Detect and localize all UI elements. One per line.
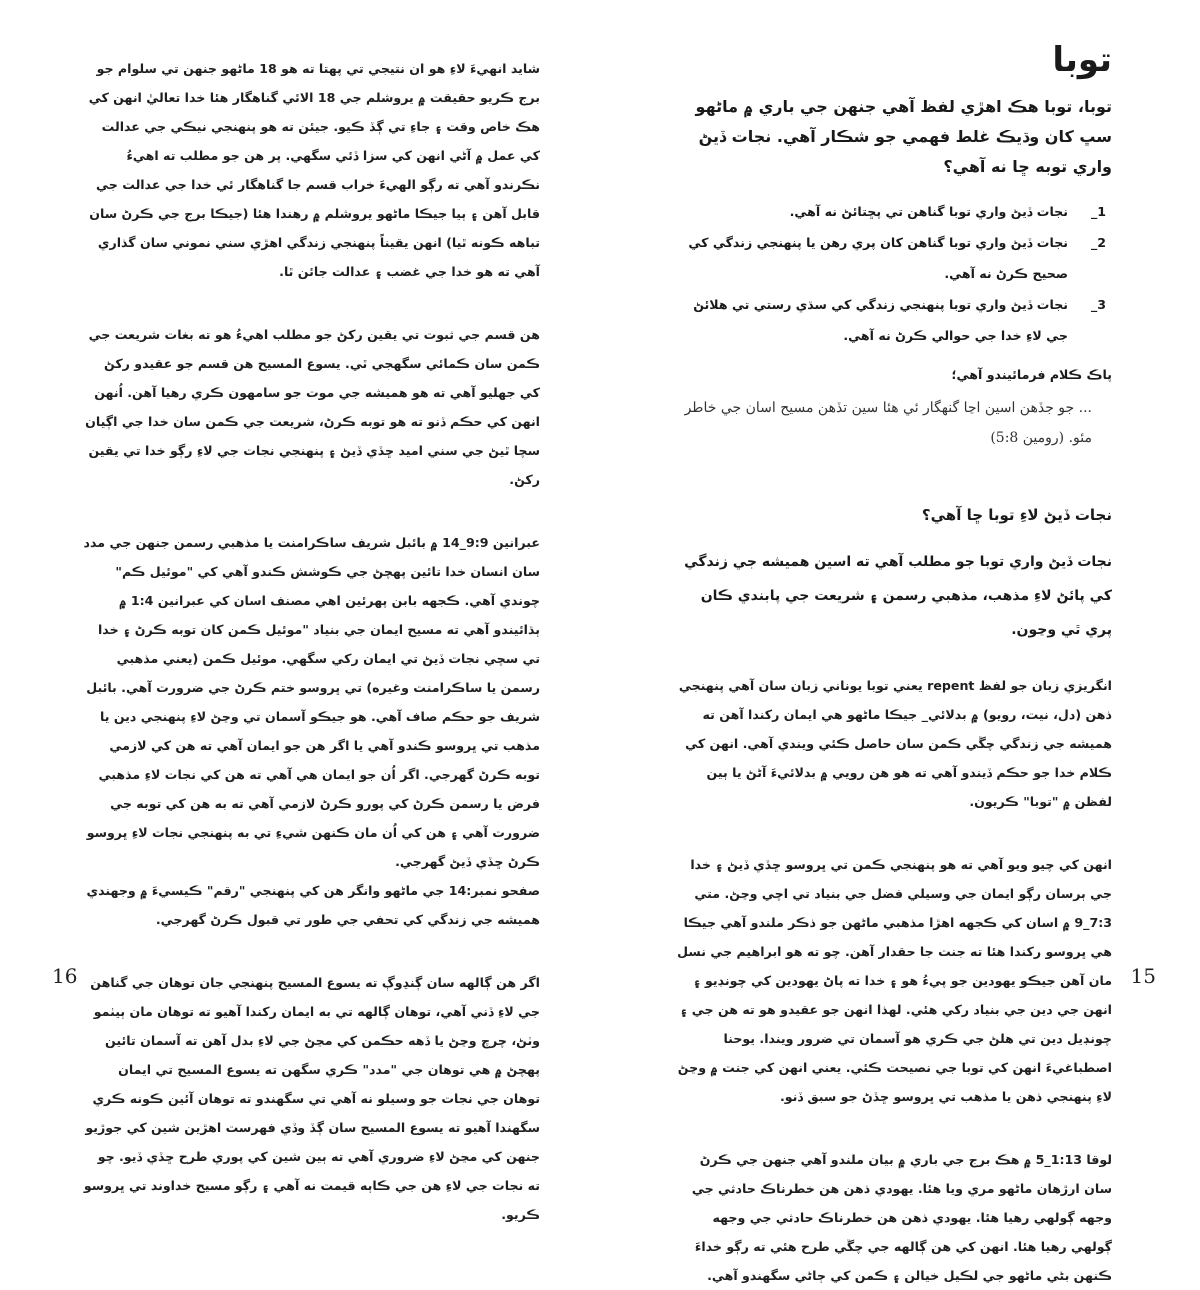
right-paragraph-2: انهن کي چيو ويو آهي ته هو پنهنجي ڪمن تي ڀروسو ڇڏي ڏيڻ ۽ خدا جي ٻرسان رڳو ايمان جي وسيلي فضل جي بنياد تي اچي وڃڻ. متي 7:3_9 ۾ اسان کي ڪجهه اهڙا مذهبي ماڻهن جو ذڪر ملندو آهي جيڪا هي ڀروسو رکندا هئا ته جنت جا حقدار آهن. چو ته هو ابراهيم جي نسل مان آهن جيڪو يهودين جو پيءُ هو ۽ خدا ته پاڻ يهودين کي چونڊيو ۽ انهن جي دين جي بنياد رکي هئي. لهذا انهن جو عقيدو هو ته هن جي ۽ چونڊيل دين تي هلڻ جي ڪري هو آسمان تي ضرور ويندا. يوحنا اصطباغيءَ انهن کي توبا جي نصيحت ڪئي. يعني انهن کي جنت ۾ وڃڻ لاءِ پنهنجي ذهن يا مذهب تي ڀروسو ڇڏڻ جو سبق ڏنو.	[677, 857, 1112, 1104]
page-number-right: 15	[1130, 964, 1156, 988]
list-text: نجات ڏيڻ واري توبا گناهن کان پري رهن يا پنهنجي زندگي کي صحيح ڪرڻ نه آهي.	[688, 235, 1068, 281]
left-page-body	[82, 54, 540, 1229]
list-text: نجات ڏيڻ واري توبا گناهن تي پڇتائڻ نه آهي.	[789, 204, 1068, 219]
section-lead: نجات ڏيڻ واري توبا جو مطلب آهي ته اسين هميشه جي زندگي کي پائڻ لاءِ مذهب، مذهبي رسمن ۽ شريعت جي پابندي ڪان پري ٿي وڃون.	[684, 554, 1112, 638]
numbered-list	[676, 196, 1112, 351]
list-item	[676, 289, 1112, 351]
list-item	[676, 196, 1112, 227]
scripture-quote: ... جو جڏهن اسين اڃا گنهگار ئي هئا سين تڏهن مسيح اسان جي خاطر مئو. (رومين 5:8)	[684, 400, 1092, 446]
left-paragraph-2: هن قسم جي ثبوت تي يقين رکڻ جو مطلب اهيءُ هو ته بغات شريعت جي ڪمن سان ڪمائي سگهجي ٿي. يسوع المسيح هن قسم جو عقيدو رکڻ کي جهليو آهي ته هو هميشه جي موت جو سامهون ڪري رهيا آهن. اُنهن انهن کي حڪم ڏنو ته هو توبه ڪرڻ، شريعت جي ڪمن سان خدا جي اڳيان سچا ٿيڻ جي سني اميد ڇڏي ڏيڻ ۽ پنهنجي نجات جي لاءِ رڳو خدا تي يقين رکڻ.	[85, 327, 540, 487]
section-heading: نجات ڏيڻ لاءِ توبا ڇا آهي؟	[921, 506, 1112, 524]
right-paragraph-3: لوقا 1:13_5 ۾ هڪ برج جي باري ۾ بيان ملندو آهي جنهن جي ڪرڻ سان ارڙهان ماڻهو مري ويا هئا. يهودي ذهن هن خطرناڪ حادثي جي وجهه ڳولهي رهيا هئا. يهودي ذهن هن خطرناڪ حادثي جي وجهه ڳولهي رهيا هئا. انهن کي هن ڳالهه جي چڱي طرح هئي ته رڳو خداءَ ڪنهن بڻي ماڻهو جي لڪيل خيالن ۽ ڪمن کي ڄاڻي سگهندو آهي.	[691, 1152, 1112, 1283]
left-paragraph-1: شايد انهيءَ لاءِ هو ان نتيجي تي پهتا ته هو 18 ماڻهو جنهن تي سلوام جو برج ڪريو حقيقت ۾ يروشلم جي 18 الائي گناهگار هئا خدا تعاليٰ انهن کي هڪ خاص وقت ۽ جاءِ تي ڳڏ ڪيو. جيئن ته هو پنهنجي نيڪي جي عدالت کي عمل ۾ آڻي انهن کي سزا ڏئي سگهي. پر هن جو مطلب ته اهيءُ نڪرندو آهي ته رڳو الهيءَ خراب قسم جا گناهگار ئي خدا جي عدالت جي قابل آهن ۽ ٻيا جيڪا ماڻهو يروشلم ۾ رهندا هئا (جيڪا برج جي ڪرڻ سان تباهه ڪونه ٿيا) انهن يقيناً پنهنجي زندگي اهڙي سني نموني سان گذاري آهي ته هو خدا جي غضب ۽ عدالت جائن ٿا.	[88, 61, 540, 279]
list-number: 1_	[1090, 204, 1106, 219]
list-text: نجات ڏيڻ واري توبا پنهنجي زندگي کي سڌي رستي تي هلائڻ جي لاءِ خدا جي حوالي ڪرڻ نه آهي.	[693, 297, 1068, 343]
list-item	[676, 227, 1112, 289]
intro-question: توبا، توبا هڪ اهڙي لفظ آهي جنهن جي باري ۾ ماڻهو سڀ کان وڌيڪ غلط فهمي جو شڪار آهي. نجات ڏيڻ واري توبه ڇا نه آهي؟	[695, 97, 1112, 176]
page-number-left: 16	[52, 964, 78, 988]
right-paragraph-1: انگريزي زبان جو لفظ repent يعني توبا يوناني زبان سان آهي پنهنجي ذهن (دل، نيت، رويو) ۾ بدلائي_ جيڪا ماڻهو هي ايمان رکندا آهن ته هميشه جي زندگي چڱي ڪمن سان حاصل ڪئي ويندي آهي. انهن کي ڪلام خدا جو حڪم ڏيندو آهي ته هو هن رويي ۾ بدلائيءَ آڻڻ يا ٻين لفظن ۾ "توبا" ڪريون.	[678, 678, 1112, 809]
right-page-body	[676, 38, 1112, 1290]
left-paragraph-4: صفحو نمبر:14 جي ماڻهو وانگر هن کي پنهنجي "رقم" ڪيسيءَ ۾ وجهندي هميشه جي زندگي کي تحفي جي طور تي قبول ڪرڻ گهرجي.	[86, 883, 540, 927]
chapter-title: توبا	[1052, 40, 1112, 80]
quote-intro: پاڪ ڪلام فرمائيندو آهي؛	[951, 367, 1112, 382]
right-page	[600, 0, 1200, 1283]
list-number: 3_	[1090, 297, 1106, 312]
left-paragraph-5: اگر هن ڳالهه سان ڳنڍوڳ ته يسوع المسيح پنهنجي جان توهان جي گناهن جي لاءِ ڏني آهي، توهان ڳالهه تي به ايمان رکندا آهيو ته توهان مان ٻيٺمو وٺڻ، چرچ وڃڻ يا ڏهه حڪمن کي مڃڻ جي لاءِ بدل آهن ته آسمان تائين پهچڻ ۾ هي توهان جي "مدد" ڪري سگهن ته يسوع المسيح تي ايمان توهان جي نجات جو وسيلو نه آهي تي سگهندو ته توهان آئين ڪونه ڪري سگهندا آهيو ته يسوع المسيح سان ڳڏ وڏي فهرست اهڙين شين کي جوڙيو جنهن کي مڃڻ لاءِ ضروري آهي ته ٻين شين کي پوري طرح ڇڏي ڏيو. چو ته نجات جي لاءِ هن جي ڪاٻه قيمت نه آهي ۽ رڳو مسيح خداوند تي ڀروسو ڪريو.	[83, 975, 540, 1222]
left-page	[0, 0, 600, 1222]
left-paragraph-3: عبرانين 9:9_14 ۾ بائبل شريف ساڪرامنت يا مذهبي رسمن جنهن جي مدد سان انسان خدا تائين پهچڻ جي ڪوشش ڪندو آهي کي "موئيل ڪم" چوندي آهي. ڪجهه بابن پهرئين اهي مصنف اسان کي عبرانين 1:4 ۾ ٻڌائيندو آهي ته مسيح ايمان جي بنياد "موئيل ڪمن کان توبه ڪرڻ ۽ خدا تي سچي نجات ڏيڻ تي ايمان رکي سگهي. موئيل ڪمن (يعني مذهبي رسمن يا ساڪرامنت وغيره) تي ڀروسو ختم ڪرڻ جي ضرورت آهي. بائبل شريف جو حڪم صاف آهي. هو جيڪو آسمان تي وڃڻ لاءِ پنهنجي دين يا مذهب تي ڀروسو ڪندو آهي يا اگر هن جو ايمان آهي ته هن کي لازمي توبه ڪرڻ گهرجي. اگر اُن جو ايمان هي آهي ته هن کي نجات لاءِ مذهبي فرض يا رسمن ڪرڻ کي پورو ڪرڻ لازمي آهي ته به هن کي توبه جي ضرورت آهي ۽ هن کي اُن مان ڪنهن شيءِ تي به پنهنجي نجات لاءِ ڀروسو ڪرڻ ڇڏي ڏيڻ گهرجي.	[83, 535, 540, 869]
list-number: 2_	[1090, 235, 1106, 250]
